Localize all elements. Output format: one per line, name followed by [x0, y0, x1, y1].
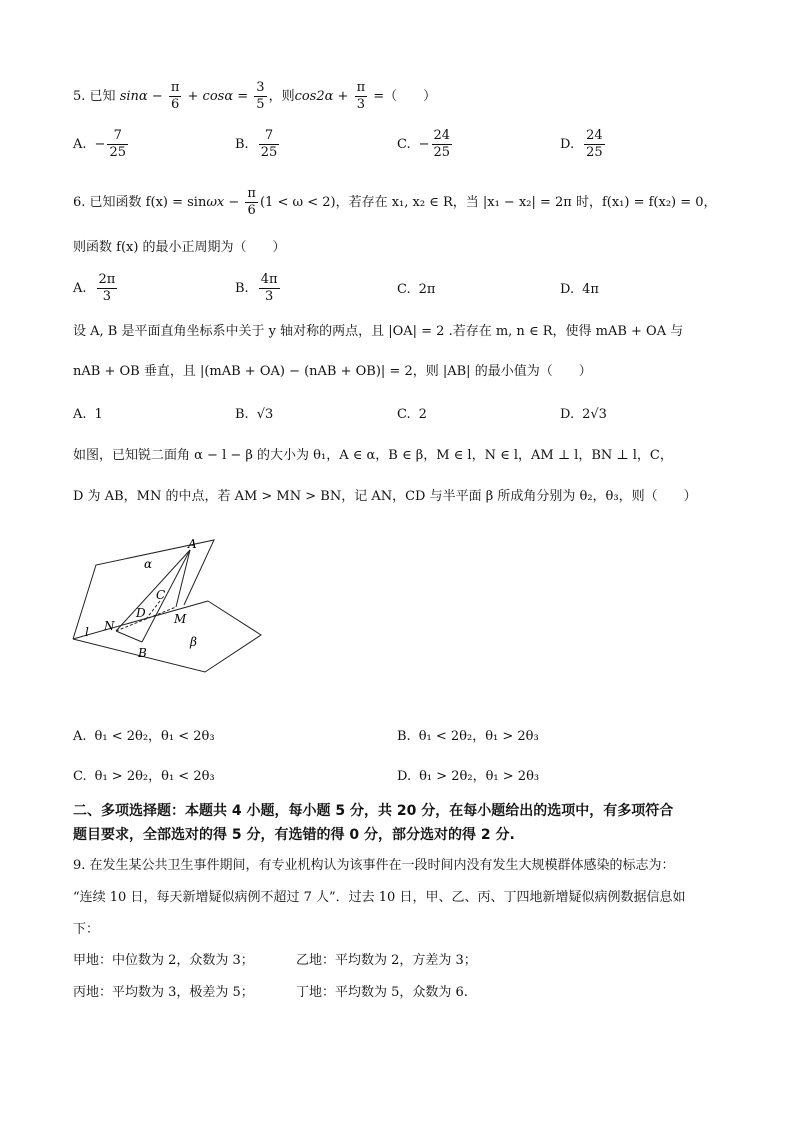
option-label: C.	[397, 407, 411, 422]
segment-AM	[176, 550, 190, 607]
q8-option-b	[397, 727, 539, 747]
q5-stem	[73, 80, 436, 113]
option-fraction: $\frac{24}{25}$	[586, 128, 603, 160]
q6-range: (1 < ω < 2)，若存在 x₁, x₂ ∈ R，当 |x₁ − x₂| = 2π 时，f(x₁) = f(x₂) = 0，	[259, 195, 717, 210]
q8-option-d	[397, 767, 539, 787]
q6-frac: $\frac{\pi}{6}$	[247, 186, 256, 218]
option-text: θ₁ < 2θ₂，θ₁ < 2θ₃	[94, 729, 215, 744]
label-M: M	[174, 612, 187, 626]
option-text: 2√3	[582, 407, 607, 422]
q5-number: 5.	[73, 89, 86, 104]
segment-NB	[116, 631, 142, 642]
q7-option-b	[235, 405, 273, 425]
q5-option-b	[235, 128, 281, 161]
option-text: θ₁ > 2θ₂，θ₁ < 2θ₃	[94, 769, 215, 784]
q6-option-c	[397, 280, 435, 300]
q9-yi: 乙地：平均数为 2，方差为 3；	[296, 953, 477, 968]
q7-stem: 设 A, B 是平面直角坐标系中关于 y 轴对称的两点，且 |OA| = 2 .若存在 m, n ∈ R，使得 mAB + OA 与	[73, 324, 684, 339]
q5-option-d	[560, 128, 607, 161]
q7-option-c	[397, 405, 427, 425]
q9-bing: 丙地：平均数为 3，极差为 5；	[73, 985, 254, 1000]
q8-stem-2: D 为 AB，MN 的中点，若 AM > MN > BN，记 AN，CD 与半平面 β 所成角分别为 θ₂，θ₃，则（ ）	[73, 489, 697, 504]
label-l: l	[85, 625, 89, 639]
option-fraction: $\frac{2\pi}{3}$	[98, 272, 116, 304]
q9-text: 在发生某公共卫生事件期间，有专业机构认为该事件在一段时间内没有发生大规模群体感染的标志为：	[89, 858, 675, 873]
option-label: D.	[560, 137, 575, 152]
option-fraction: $\frac{7}{25}$	[109, 128, 126, 160]
q5-cos: + cosα =	[187, 89, 249, 104]
plane-alpha-edges	[73, 540, 214, 639]
option-label: D.	[560, 407, 575, 422]
q5-tail: =（ ）	[373, 89, 437, 104]
label-beta: β	[190, 635, 197, 649]
option-label: D.	[560, 282, 575, 297]
q9-stem-2: “连续 10 日，每天新增疑似病例不超过 7 人”．过去 10 日，甲、乙、丙、丁四地新增疑似病例数据信息如	[73, 890, 686, 905]
q9-ding: 丁地：平均数为 5，众数为 6.	[296, 985, 468, 1000]
q5-then: ，则	[268, 89, 295, 104]
q9-stem	[73, 856, 675, 876]
q5-frac-pi6: $\frac{\pi}{6}$	[170, 80, 180, 112]
option-text: θ₁ < 2θ₂，θ₁ > 2θ₃	[418, 729, 539, 744]
dihedral-angle-figure	[68, 535, 268, 675]
q5-frac-35: $\frac{3}{5}$	[256, 80, 265, 112]
option-label: C.	[397, 137, 411, 152]
option-fraction: $\frac{4\pi}{3}$	[260, 272, 278, 304]
option-label: D.	[397, 769, 412, 784]
q6-option-b	[235, 272, 282, 305]
q8-option-c	[73, 767, 215, 787]
option-text: 2	[418, 407, 427, 422]
option-sign: −	[94, 137, 106, 152]
q9-number: 9.	[73, 858, 86, 873]
q9-jia: 甲地：中位数为 2，众数为 3；	[73, 953, 254, 968]
q6-option-d	[560, 280, 599, 300]
q8-option-a	[73, 727, 215, 747]
label-B: B	[138, 646, 147, 660]
option-label: A.	[73, 729, 87, 744]
q6-number: 6.	[73, 195, 86, 210]
label-alpha: α	[144, 557, 153, 571]
q6-text: 已知函数 f(x) = sin	[89, 195, 207, 210]
option-label: B.	[235, 137, 249, 152]
label-N: N	[104, 619, 115, 633]
q6-inner: ωx −	[206, 195, 244, 210]
plane-beta	[73, 643, 268, 675]
q7-option-a	[73, 405, 103, 425]
q5-option-a	[73, 128, 130, 161]
option-label: B.	[235, 281, 249, 296]
option-label: A.	[73, 281, 87, 296]
q9-stem-3: 下：	[73, 922, 100, 937]
q7-stem-2: nAB + OB 垂直，且 |(mAB + OA) − (nAB + OB)| = 2，则 |AB| 的最小值为（ ）	[73, 364, 592, 379]
q5-frac-pi3: $\frac{\pi}{3}$	[356, 80, 366, 112]
q5-sin: sinα −	[119, 89, 167, 104]
plane-beta-edges	[73, 601, 261, 672]
option-text: 1	[94, 407, 103, 422]
q6-option-a	[73, 272, 119, 305]
option-label: A.	[73, 137, 87, 152]
section-2-heading-2: 题目要求，全部选对的得 5 分，有选错的得 0 分，部分选对的得 2 分.	[73, 827, 515, 843]
option-label: A.	[73, 407, 87, 422]
option-fraction: $\frac{7}{25}$	[260, 128, 278, 160]
label-C: C	[156, 588, 166, 602]
q6-stem-2: 则函数 f(x) 的最小正周期为（ ）	[73, 240, 286, 255]
q5-text: 已知	[89, 89, 116, 104]
option-text: 2π	[418, 282, 436, 297]
section-2-heading: 二、多项选择题：本题共 4 小题，每小题 5 分，共 20 分，在每小题给出的选项中，有多项符合	[73, 803, 674, 819]
segment-NM-hidden	[116, 607, 176, 631]
option-text: 4π	[582, 282, 599, 297]
option-text: √3	[256, 407, 274, 422]
q5-option-c	[397, 128, 454, 161]
option-label: C.	[397, 282, 411, 297]
option-text: θ₁ > 2θ₂，θ₁ > 2θ₃	[419, 769, 540, 784]
option-label: B.	[235, 407, 249, 422]
option-sign: −	[418, 137, 430, 152]
q5-cos2: cos2α +	[294, 89, 353, 104]
q7-option-d	[560, 405, 607, 425]
q6-stem	[73, 186, 717, 219]
label-D: D	[136, 606, 146, 620]
option-label: B.	[397, 729, 411, 744]
option-fraction: $\frac{24}{25}$	[433, 128, 451, 160]
label-A: A	[188, 537, 197, 551]
q8-stem: 如图，已知锐二面角 α − l − β 的大小为 θ₁，A ∈ α，B ∈ β，M ∈ l，N ∈ l，AM ⊥ l，BN ⊥ l，C，	[73, 448, 673, 463]
option-label: C.	[73, 769, 87, 784]
